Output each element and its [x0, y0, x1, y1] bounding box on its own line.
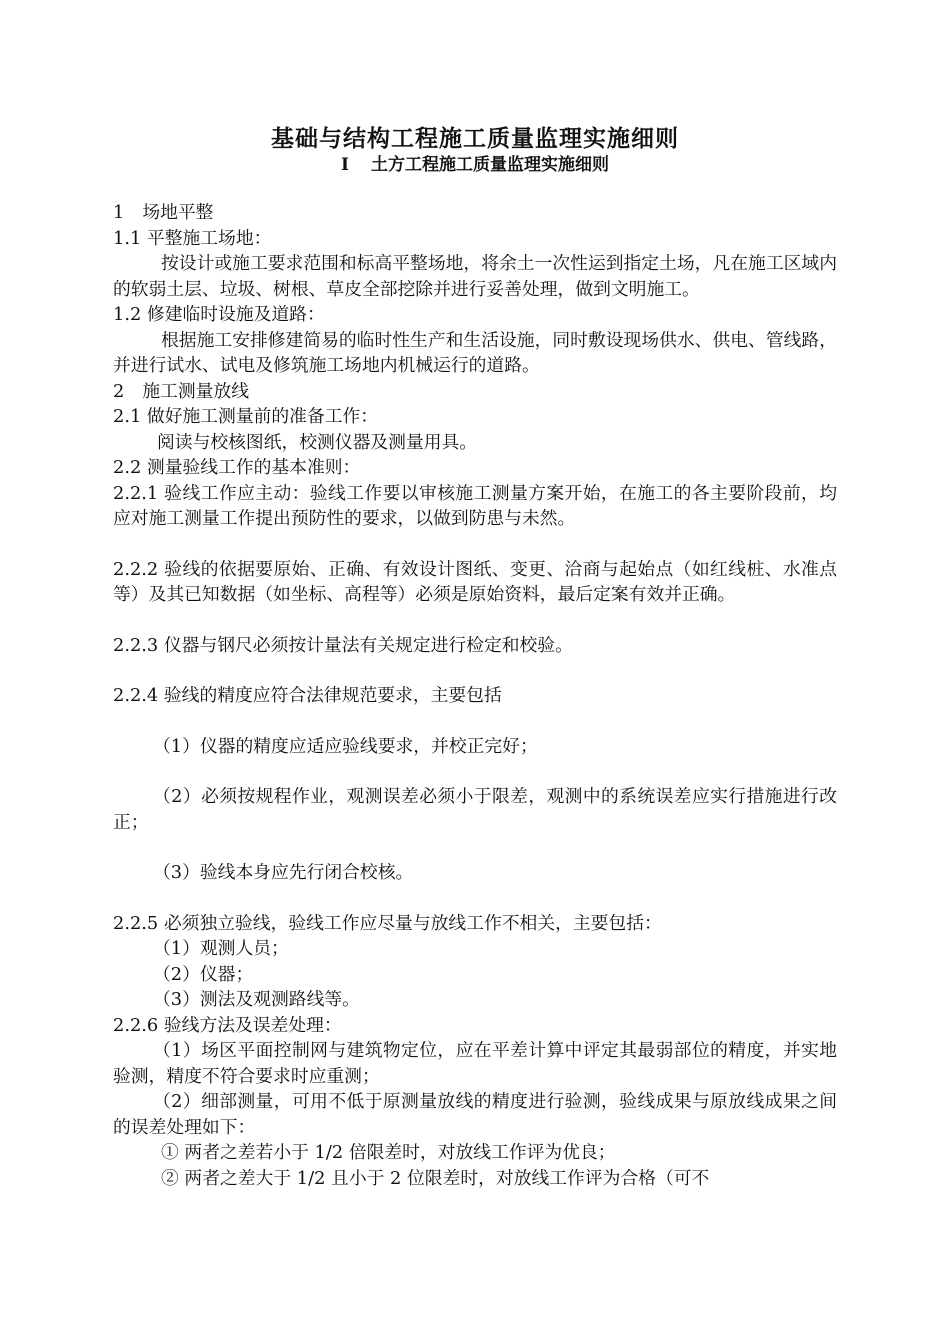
document-body — [113, 200, 837, 1191]
subtitle-text: 土方工程施工质量监理实施细则 — [370, 155, 609, 175]
document-subtitle — [0, 150, 950, 175]
section-1-heading — [113, 200, 837, 226]
section-2-2-5-item-2: （2）仪器； — [153, 963, 254, 985]
section-1-1-heading: 1.1 平整施工场地： — [113, 227, 272, 249]
subtitle-roman-numeral: I — [341, 155, 349, 175]
section-2-2-4-paragraph: 2.2.4 验线的精度应符合法律规范要求，主要包括 — [113, 685, 502, 706]
section-2-2-4-item-3: （3）验线本身应先行闭合校核。 — [153, 862, 414, 883]
section-2-2-6-subitem-2: ② 两者之差大于 1/2 且小于 2 位限差时，对放线工作评为合格（可不 — [161, 1167, 710, 1189]
section-2-1-heading: 2.1 做好施工测量前的准备工作： — [113, 406, 379, 427]
section-2-2-4-item-1: （1）仪器的精度应适应验线要求，并校正完好； — [153, 735, 538, 757]
section-1-2-heading: 1.2 修建临时设施及道路： — [113, 304, 325, 325]
section-2-2-5-paragraph: 2.2.5 必须独立验线，验线工作应尽量与放线工作不相关，主要包括： — [113, 912, 662, 934]
section-2-heading — [113, 379, 837, 405]
section-1-1-paragraph: 按设计或施工要求范围和标高平整场地，将余土一次性运到指定土场，凡在施工区域内的软弱土层、垃圾、树根、草皮全部挖除并进行妥善处理，做到文明施工。 — [113, 253, 837, 300]
section-2-2-5-item-3: （3）测法及观测路线等。 — [153, 989, 360, 1010]
section-2-2-6-subitem-1: ① 两者之差若小于 1/2 倍限差时，对放线工作评为优良； — [161, 1142, 616, 1163]
section-1-2-paragraph: 根据施工安排修建简易的临时性生产和生活设施，同时敷设现场供水、供电、管线路，并进行试水、试电及修筑施工场地内机械运行的道路。 — [113, 329, 837, 376]
section-2-2-5-item-1: （1）观测人员； — [153, 938, 289, 959]
section-2-2-2-paragraph: 2.2.2 验线的依据要原始、正确、有效设计图纸、变更、洽商与起始点（如红线桩、水准点等）及其已知数据（如坐标、高程等）必须是原始资料，最后定案有效并正确。 — [113, 558, 837, 605]
document-title: 基础与结构工程施工质量监理实施细则 — [271, 125, 679, 152]
section-2-2-6-item-1: （1）场区平面控制网与建筑物定位，应在平差计算中评定其最弱部位的精度，并实地验测，精度不符合要求时应重测； — [113, 1040, 837, 1087]
section-2-number: 2 — [113, 380, 125, 402]
section-1-number: 1 — [113, 202, 125, 223]
section-2-title: 施工测量放线 — [142, 380, 250, 402]
section-2-2-3-paragraph: 2.2.3 仪器与钢尺必须按计量法有关规定进行检定和校验。 — [113, 634, 573, 656]
section-2-2-6-item-2: （2）细部测量，可用不低于原测量放线的精度进行验测，验线成果与原放线成果之间的误差处理如下： — [113, 1091, 837, 1138]
section-1-title: 场地平整 — [142, 202, 214, 223]
section-2-2-4-item-2: （2）必须按规程作业，观测误差必须小于限差，观测中的系统误差应实行措施进行改正； — [113, 786, 837, 833]
section-2-2-1-paragraph: 2.2.1 验线工作应主动：验线工作要以审核施工测量方案开始，在施工的各主要阶段前，均应对施工测量工作提出预防性的要求，以做到防患与未然。 — [113, 482, 837, 529]
section-2-2-6-paragraph: 2.2.6 验线方法及误差处理： — [113, 1014, 342, 1036]
section-2-2-heading: 2.2 测量验线工作的基本准则： — [113, 457, 361, 478]
section-2-1-paragraph: 阅读与校核图纸，校测仪器及测量用具。 — [157, 431, 478, 453]
